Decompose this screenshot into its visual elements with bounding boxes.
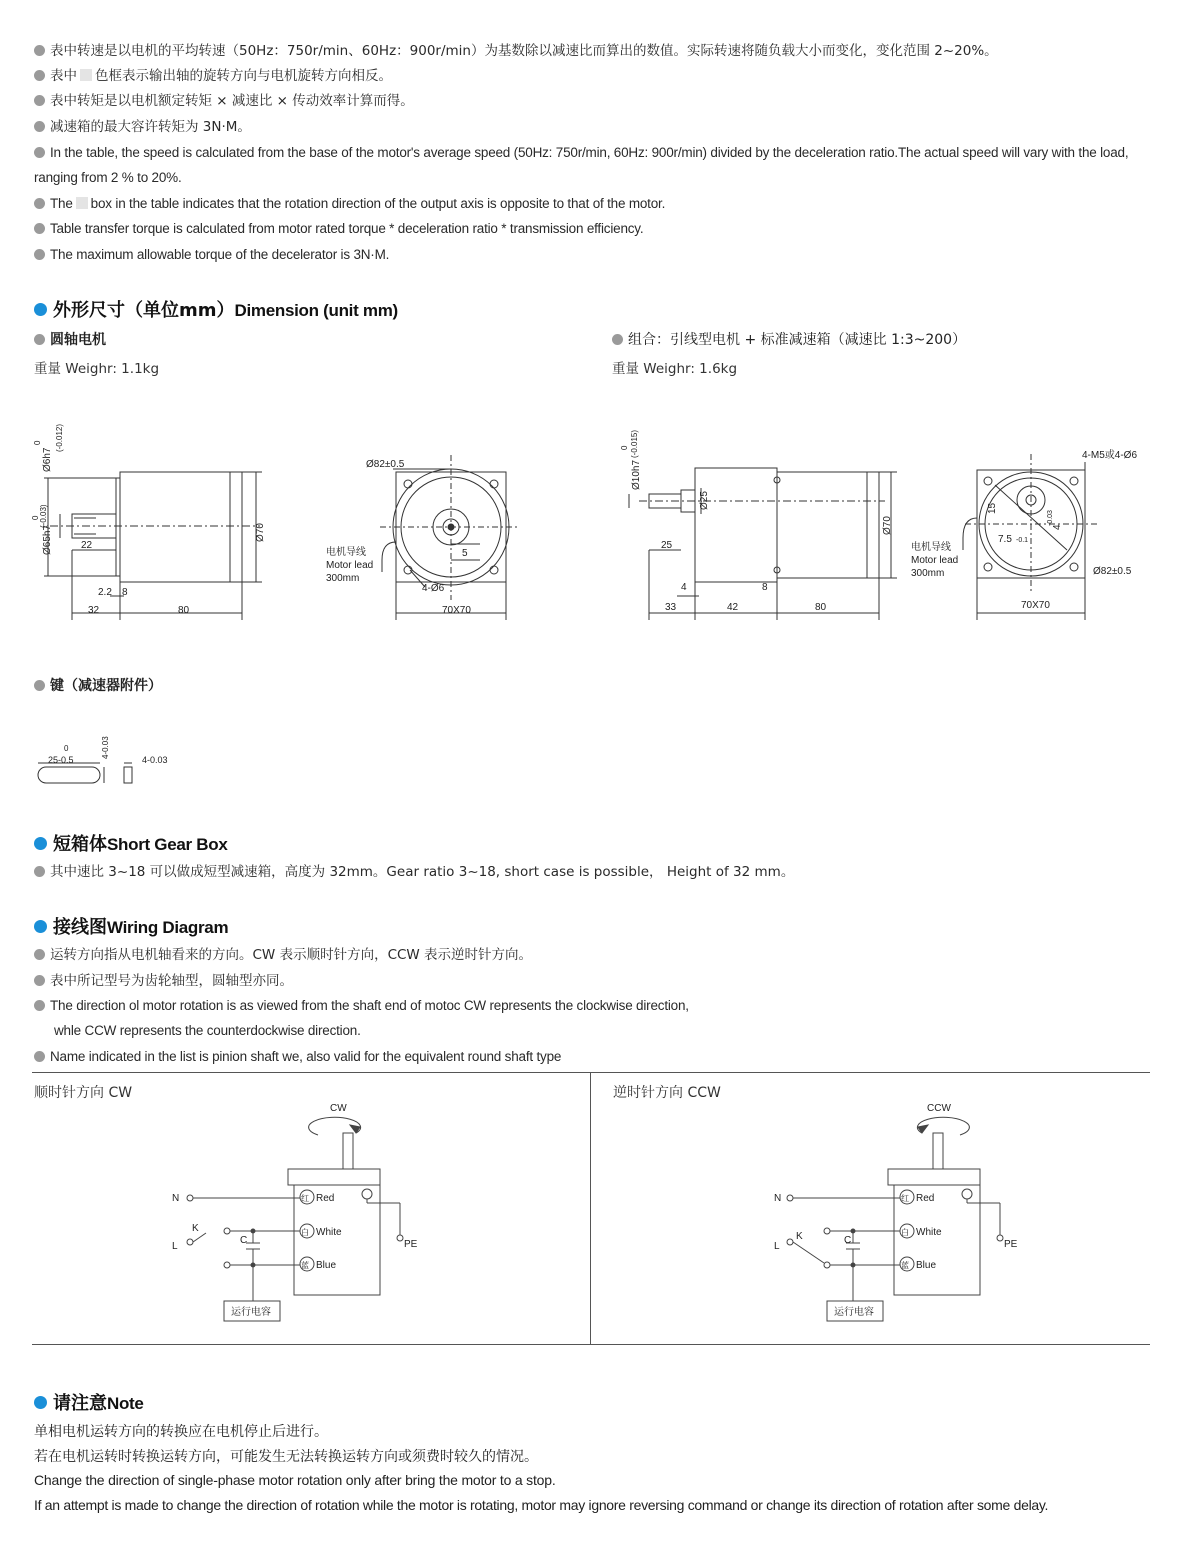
dim-zero: 0 <box>33 440 42 445</box>
dim-70-dia: Ø70 <box>882 516 893 535</box>
dim-25: 25 <box>661 540 673 551</box>
gray-box-icon <box>76 197 88 209</box>
lead-label-en-2: Motor lead <box>911 555 959 566</box>
ccw-wiring-diagram <box>760 1095 1040 1335</box>
key-drawing <box>30 735 190 795</box>
dim-holes: 4-Ø6 <box>422 583 445 594</box>
ccw-white: White <box>916 1227 942 1238</box>
dim-5: 5 <box>462 548 468 559</box>
short-box-text: 其中速比 3~18 可以做成短型减速箱，高度为 32mm。Gear ratio 3~18, short case is possible， Height of 32 mm。 <box>34 862 794 882</box>
note-speed-cn: 表中转速是以电机的平均转速（50Hz：750r/min、60Hz：900r/min）为基数除以减速比而算出的数值。实际转速将随负载大小而变化，变化范围 2~20%。 <box>34 41 998 61</box>
lead-label-cn: 电机导线 <box>326 547 366 558</box>
cw-red-cn: 红 <box>301 1194 309 1203</box>
dim-flange-tol: (-0.03) <box>39 504 48 528</box>
lead-length: 300mm <box>326 573 360 584</box>
dim-15: 15 <box>987 502 998 514</box>
ccw-red-cn: 红 <box>901 1194 909 1203</box>
key-subtitle: 键（减速器附件） <box>34 675 162 695</box>
key-side <box>38 767 100 783</box>
note-torque-en: Table transfer torque is calculated from motor rated torque * deceleration ratio * transmission efficiency. <box>34 219 643 239</box>
short-box-title: 短箱体Short Gear Box <box>34 830 228 856</box>
bullet-icon <box>34 95 45 106</box>
dim-42: 42 <box>727 602 739 613</box>
dim-flange-dia: Ø65h7 <box>42 524 53 555</box>
bullet-icon <box>34 198 45 209</box>
bullet-icon <box>34 1051 45 1062</box>
note-line-1: 单相电机运转方向的转换应在电机停止后进行。 <box>34 1424 328 1440</box>
dim-80-right: 80 <box>815 602 827 613</box>
key-end <box>124 767 132 783</box>
dim-82-right: Ø82±0.5 <box>1093 566 1132 577</box>
dim-22: 22 <box>81 540 93 551</box>
dim-70x70: 70X70 <box>442 605 471 616</box>
ccw-c: C <box>844 1235 852 1246</box>
wiring-note-en1-cont: whle CCW represents the counterdockwise direction. <box>54 1023 361 1038</box>
note-line-3: Change the direction of single-phase motor rotation only after bring the motor to a stop. <box>34 1472 556 1488</box>
wiring-note-cn1: 运转方向指从电机轴看来的方向。CW 表示顺时针方向，CCW 表示逆时针方向。 <box>34 945 532 965</box>
dim-4-key: 4 <box>1052 524 1063 530</box>
wiring-top-rule <box>32 1072 1150 1073</box>
key-dim-width: 4-0.03 <box>142 755 168 765</box>
cw-red: Red <box>316 1193 335 1204</box>
note-line-2: 若在电机运转时转换运转方向，可能发生无法转换运转方向或须费时较久的情况。 <box>34 1449 538 1465</box>
dim-8-right: 8 <box>762 582 768 593</box>
dim-4-key-tol: -0.03 <box>1047 510 1054 526</box>
bullet-icon <box>34 1000 45 1011</box>
dim-7-5: 7.5 <box>998 534 1012 545</box>
dim-32: 32 <box>88 605 100 616</box>
section-bullet-icon <box>34 303 47 316</box>
dim-shaft-tol: (-0.012) <box>55 423 64 452</box>
cw-n: N <box>172 1193 180 1204</box>
bullet-icon <box>34 949 45 960</box>
cw-white-cn: 白 <box>301 1228 309 1237</box>
dim-80: 80 <box>178 605 190 616</box>
lead-length-2: 300mm <box>911 568 945 579</box>
dim-7-5-tol: -0.1 <box>1016 537 1029 544</box>
wiring-title: 接线图Wiring Diagram <box>34 913 228 939</box>
note-speed-en: In the table, the speed is calculated from the base of the motor's average speed (50Hz: 750r/min, 60Hz: 900r/min) divided by the deceleration ratio.The actual speed will vary with the load, <box>34 143 1128 163</box>
bullet-icon <box>34 70 45 81</box>
cw-white: White <box>316 1227 342 1238</box>
wiring-note-en1: The direction ol motor rotation is as viewed from the shaft end of motoc CW represents the clockwise direction, <box>34 996 689 1016</box>
key-dim-length: 25-0.5 <box>48 755 74 765</box>
ccw-cap-label: 运行电容 <box>834 1307 874 1318</box>
bullet-icon <box>34 121 45 132</box>
section-bullet-icon <box>34 920 47 933</box>
dim-33: 33 <box>665 602 677 613</box>
note-max-torque-en: The maximum allowable torque of the decelerator is 3N·M. <box>34 245 389 265</box>
wiring-bottom-rule <box>32 1344 1150 1345</box>
dim-holes-m5: 4-M5或4-Ø6 <box>1082 450 1138 461</box>
cw-blue: Blue <box>316 1260 337 1271</box>
bullet-icon <box>34 249 45 260</box>
ccw-label: CCW <box>927 1103 951 1114</box>
note-torque-cn: 表中转矩是以电机额定转矩 × 减速比 × 传动效率计算而得。 <box>34 91 414 111</box>
ccw-blue-cn: 蓝 <box>901 1261 909 1270</box>
bullet-icon <box>34 866 45 877</box>
ccw-red: Red <box>916 1193 935 1204</box>
cw-pe: PE <box>404 1239 418 1250</box>
bullet-icon <box>34 45 45 56</box>
note-line-4: If an attempt is made to change the direction of rotation while the motor is rotating, motor may ignore reversing command or change its direction of rotation after some delay. <box>34 1497 1049 1513</box>
dim-70x70-right: 70X70 <box>1021 600 1050 611</box>
ccw-white-cn: 白 <box>901 1228 909 1237</box>
note-max-torque-cn: 减速箱的最大容许转矩为 3N·M。 <box>34 117 251 137</box>
dim-82: Ø82±0.5 <box>366 459 405 470</box>
cw-l: L <box>172 1241 178 1252</box>
section-bullet-icon <box>34 1396 47 1409</box>
motor-body <box>120 472 242 582</box>
dimension-title: 外形尺寸（单位mm）Dimension (unit mm) <box>34 296 398 322</box>
ccw-l: L <box>774 1241 780 1252</box>
dim-10-shaft: Ø10h7 <box>631 459 642 490</box>
cw-c: C <box>240 1235 248 1246</box>
dim-zero2: 0 <box>31 515 40 520</box>
section-bullet-icon <box>34 837 47 850</box>
cw-title: 顺时针方向 CW <box>34 1085 133 1101</box>
lead-label-en: Motor lead <box>326 560 374 571</box>
ccw-pe: PE <box>1004 1239 1018 1250</box>
note-speed-en-cont: ranging from 2 % to 20%. <box>34 170 182 185</box>
bullet-icon <box>612 334 623 345</box>
dim-8: 8 <box>122 587 128 598</box>
round-shaft-subtitle: 圆轴电机 <box>34 329 106 349</box>
ccw-n: N <box>774 1193 782 1204</box>
dim-2-2: 2.2 <box>98 587 112 598</box>
ccw-blue: Blue <box>916 1260 937 1271</box>
bullet-icon <box>34 975 45 986</box>
lead-label-cn-2: 电机导线 <box>911 542 951 553</box>
bullet-icon <box>34 223 45 234</box>
bullet-icon <box>34 680 45 691</box>
note-color-box-cn: 表中 色框表示输出轴的旋转方向与电机旋转方向相反。 <box>34 66 392 86</box>
note-title: 请注意Note <box>34 1389 144 1415</box>
wiring-divider <box>590 1072 591 1344</box>
combo-subtitle: 组合：引线型电机 + 标准减速箱（减速比 1:3~200） <box>612 329 966 349</box>
wiring-note-cn2: 表中所记型号为齿轮轴型，圆轴型亦同。 <box>34 971 293 991</box>
wiring-note-en2: Name indicated in the list is pinion shaft we, also valid for the equivalent round shaft type <box>34 1047 561 1067</box>
cw-k: K <box>192 1223 199 1234</box>
ccw-title: 逆时针方向 CCW <box>613 1085 721 1101</box>
dim-10-tol: (-0.015) <box>630 429 639 458</box>
geared-motor-drawing <box>615 410 1175 630</box>
key-dim-zero: 0 <box>64 744 69 753</box>
cw-cap-label: 运行电容 <box>231 1307 271 1318</box>
bullet-icon <box>34 147 45 158</box>
dim-25-dia: Ø25 <box>699 491 710 510</box>
round-shaft-motor-drawing <box>30 410 550 630</box>
dim-body-dia: Ø70 <box>255 523 266 542</box>
combo-weight: 重量 Weighr: 1.6kg <box>612 361 738 377</box>
round-shaft-weight: 重量 Weighr: 1.1kg <box>34 361 160 377</box>
cw-wiring-diagram <box>160 1095 440 1335</box>
dim-4: 4 <box>681 582 687 593</box>
cw-label: CW <box>330 1103 347 1114</box>
bullet-icon <box>34 334 45 345</box>
key-dim-height: 4-0.03 <box>101 736 110 759</box>
note-box-en: The box in the table indicates that the rotation direction of the output axis is opposite to that of the motor. <box>34 194 665 214</box>
cw-blue-cn: 蓝 <box>301 1261 309 1270</box>
dim-zero3: 0 <box>620 445 629 450</box>
gray-box-icon <box>80 69 92 81</box>
ccw-k: K <box>796 1231 803 1242</box>
dim-shaft-dia: Ø6h7 <box>42 447 53 472</box>
gearbox-body <box>695 468 777 582</box>
